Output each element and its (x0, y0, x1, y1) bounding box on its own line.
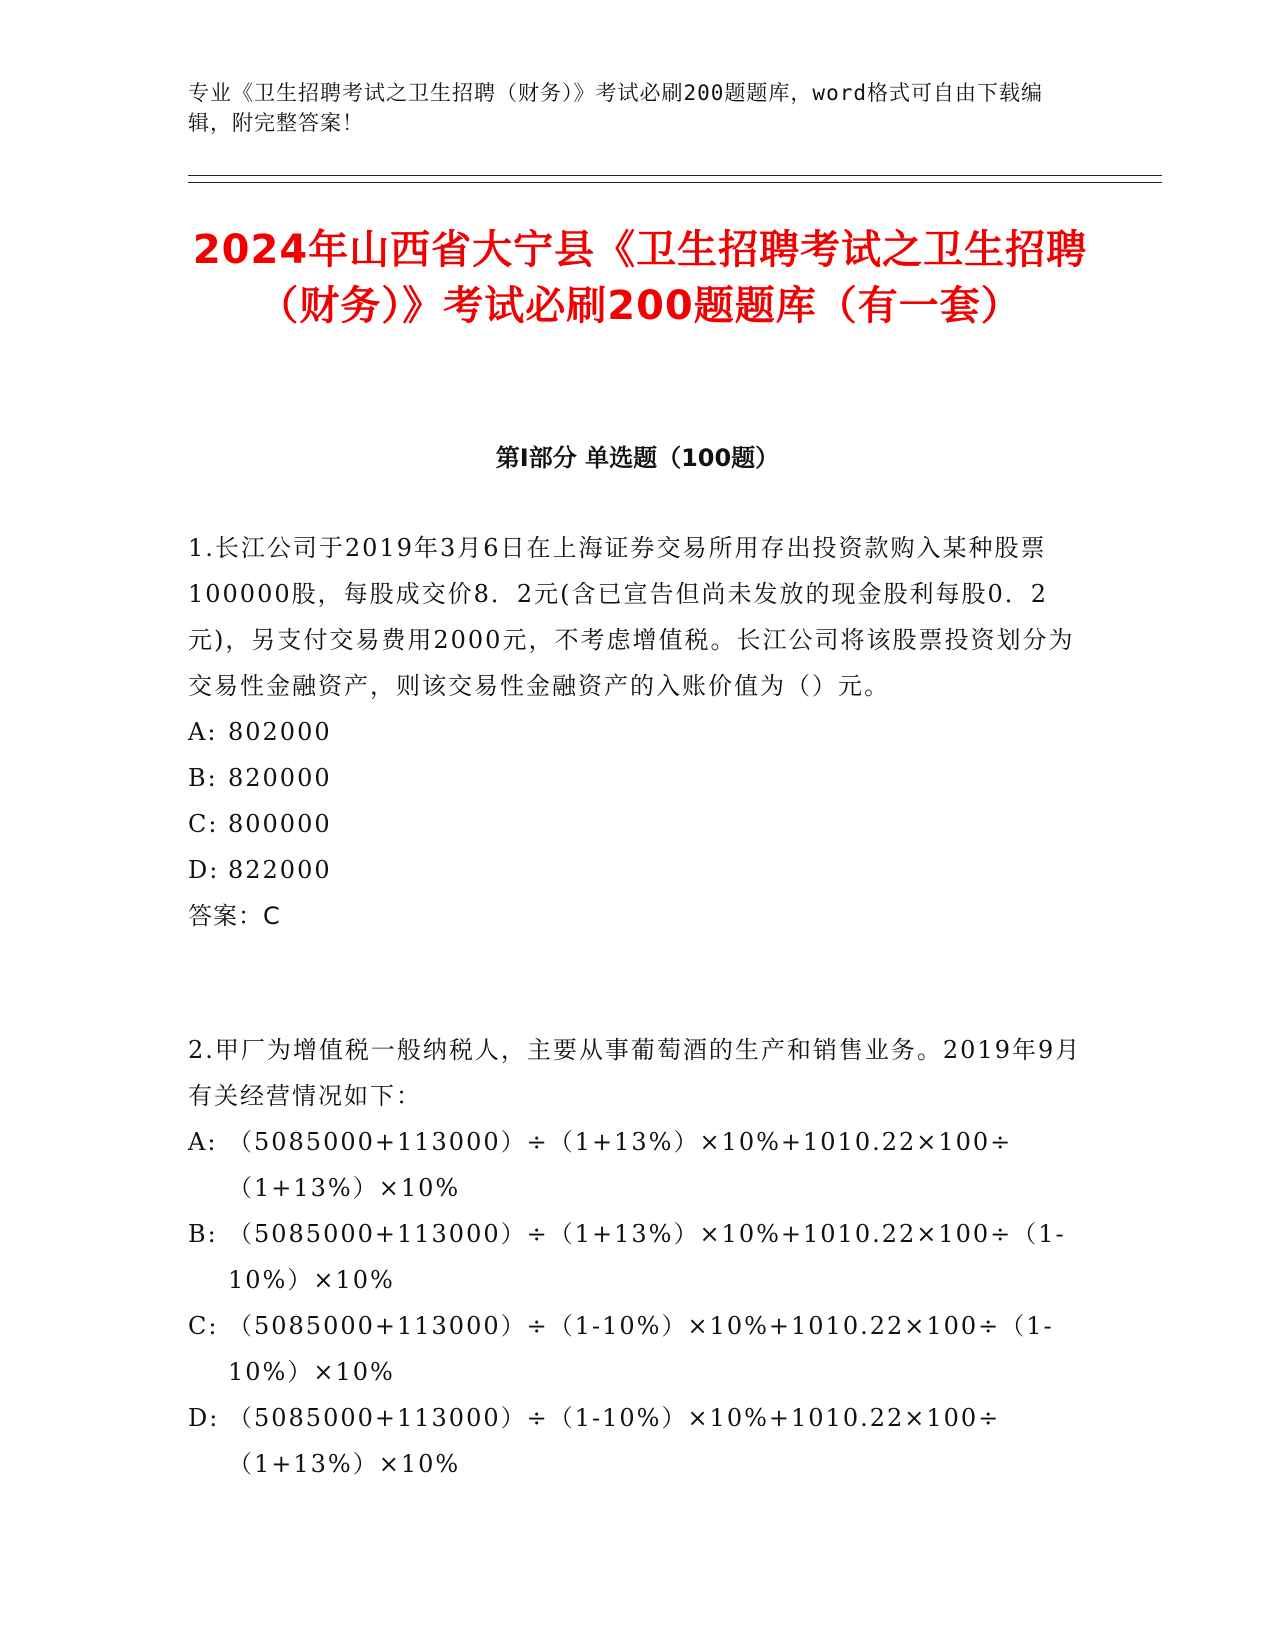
option-c (188, 1303, 1088, 1395)
option-b (188, 755, 1088, 801)
question-1 (188, 525, 1088, 939)
header-note: 专业《卫生招聘考试之卫生招聘（财务）》考试必刷200题题库，word格式可自由下载编辑，附完整答案！ (188, 81, 1043, 135)
option-text: （5085000+113000）÷（1+13%）×10%+1010.22×100÷（1+13%）×10% (228, 1128, 1013, 1202)
header-rule-bottom (188, 182, 1162, 183)
section-heading: 第Ⅰ部分 单选题（100题） (495, 444, 780, 472)
option-a (188, 709, 1088, 755)
option-key: B: (188, 1220, 218, 1248)
option-key: D: (188, 1404, 220, 1432)
option-text: （5085000+113000）÷（1-10%）×10%+1010.22×100÷（1-10%）×10% (228, 1312, 1054, 1386)
option-text: 800000 (228, 810, 332, 838)
option-key: D: (188, 856, 220, 884)
question-2 (188, 1027, 1088, 1487)
option-text: （5085000+113000）÷（1-10%）×10%+1010.22×100÷（1+13%）×10% (228, 1404, 1001, 1478)
option-text: （5085000+113000）÷（1+13%）×10%+1010.22×100÷（1-10%）×10% (228, 1220, 1066, 1294)
option-key: C: (188, 1312, 219, 1340)
header-rule-top (188, 175, 1162, 176)
option-b (188, 1211, 1088, 1303)
option-d (188, 1395, 1088, 1487)
question-stem: 1.长江公司于2019年3月6日在上海证券交易所用存出投资款购入某种股票100000股，每股成交价8．2元(含已宣告但尚未发放的现金股利每股0．2元)，另支付交易费用2000元，不考虑增值税。长江公司将该股票投资划分为交易性金融资产，则该交易性金融资产的入账价值为（）元。 (188, 534, 1075, 700)
option-text: 822000 (228, 856, 332, 884)
question-stem: 2.甲厂为增值税一般纳税人，主要从事葡萄酒的生产和销售业务。2019年9月有关经营情况如下： (188, 1036, 1082, 1110)
option-key: C: (188, 810, 219, 838)
option-a (188, 1119, 1088, 1211)
document-title: 2024年山西省大宁县《卫生招聘考试之卫生招聘（财务）》考试必刷200题题库（有一套） (192, 227, 1088, 329)
option-key: A: (188, 718, 218, 746)
option-key: B: (188, 764, 218, 792)
answer-line: 答案：C (188, 902, 281, 930)
option-text: 820000 (228, 764, 332, 792)
option-text: 802000 (228, 718, 332, 746)
option-key: A: (188, 1128, 218, 1156)
option-c (188, 801, 1088, 847)
option-d (188, 847, 1088, 893)
